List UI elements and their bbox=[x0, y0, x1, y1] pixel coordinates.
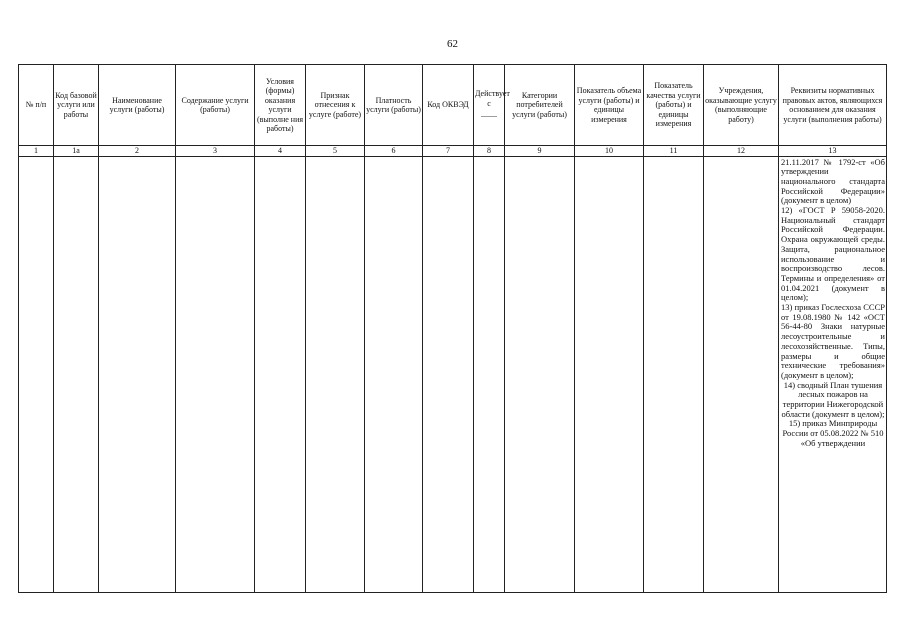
header-cell-8 bbox=[474, 65, 510, 146]
column-number: 2 bbox=[99, 146, 176, 157]
cell-empty bbox=[99, 156, 176, 592]
column-number: 7 bbox=[423, 146, 474, 157]
header-cell-4: Условия (формы) оказания услуги (выполне ния работы) bbox=[255, 65, 306, 146]
header-cell-6: Платность услуги (работы) bbox=[365, 65, 423, 146]
table-row bbox=[19, 156, 887, 592]
column-number: 9 bbox=[505, 146, 575, 157]
header-cell-2: Наименование услуги (работы) bbox=[99, 65, 176, 146]
cell-empty bbox=[255, 156, 306, 592]
legal-act-paragraph: 14) сводный План тушения лесных пожаров на территории Нижегородской области (документ в целом); bbox=[781, 379, 885, 419]
column-number: 3 bbox=[176, 146, 255, 157]
header-row bbox=[19, 65, 887, 146]
cell-empty bbox=[505, 156, 575, 592]
header-cell-1a: Код базовой услуги или работы bbox=[54, 65, 99, 146]
cell-empty bbox=[365, 156, 423, 592]
legal-acts-cell bbox=[779, 156, 887, 592]
cell-empty bbox=[474, 156, 505, 592]
legal-act-paragraph: 13) приказ Гослесхоза СССР от 19.08.1980 № 142 «ОСТ 56-44-80 Знаки натурные лесоустроительные и лесохозяйственные. Типы, размеры и общие технические требования» (документ в целом); bbox=[781, 302, 885, 380]
column-number: 13 bbox=[779, 146, 887, 157]
header-cell-8-dash: —— bbox=[481, 111, 497, 121]
header-cell-10: Показатель объема услуги (работы) и единицы измерения bbox=[575, 65, 644, 146]
cell-empty bbox=[644, 156, 704, 592]
header-cell-13: Реквизиты нормативных правовых актов, являющихся основанием для оказания услуги (выполнения работы) bbox=[779, 65, 887, 146]
column-number: 5 bbox=[306, 146, 365, 157]
services-table bbox=[18, 64, 887, 593]
cell-empty bbox=[54, 156, 99, 592]
column-number: 10 bbox=[575, 146, 644, 157]
column-number: 12 bbox=[704, 146, 779, 157]
header-cell-7: Код ОКВЭД bbox=[423, 65, 474, 146]
page-number: 62 bbox=[447, 38, 458, 50]
column-number: 4 bbox=[255, 146, 306, 157]
cell-empty bbox=[19, 156, 54, 592]
cell-empty bbox=[575, 156, 644, 592]
column-number: 6 bbox=[365, 146, 423, 157]
cell-empty bbox=[704, 156, 779, 592]
column-number: 1а bbox=[54, 146, 99, 157]
header-cell-9: Категории потребителей услуги (работы) bbox=[505, 65, 575, 146]
column-number: 1 bbox=[19, 146, 54, 157]
column-number: 11 bbox=[644, 146, 704, 157]
legal-acts-text bbox=[779, 157, 886, 592]
legal-act-paragraph: 12) «ГОСТ Р 59058-2020. Национальный стандарт Российской Федерации. Охрана окружающей среды. Защита, рациональное использование и воспроизводство лесов. Термины и определения» от 01.04.2021 (документ в целом); bbox=[781, 205, 885, 303]
header-cell-12: Учреждения, оказывающие услугу (выполняющие работу) bbox=[704, 65, 779, 146]
header-cell-8-text: Действует с bbox=[475, 89, 510, 108]
cell-empty bbox=[306, 156, 365, 592]
header-cell-1: № п/п bbox=[19, 65, 54, 146]
column-number-row bbox=[19, 146, 887, 157]
cell-empty bbox=[423, 156, 474, 592]
header-cell-11: Показатель качества услуги (работы) и единицы измерения bbox=[644, 65, 704, 146]
header-cell-5: Признак отнесения к услуге (работе) bbox=[306, 65, 365, 146]
column-number: 8 bbox=[474, 146, 505, 157]
legal-act-paragraph: 21.11.2017 № 1792-ст «Об утверждении национального стандарта Российской Федерации» (документ в целом) bbox=[781, 156, 885, 206]
header-cell-3: Содержание услуги (работы) bbox=[176, 65, 255, 146]
legal-act-paragraph: 15) приказ Минприроды России от 05.08.2022 № 510 «Об утверждении bbox=[782, 418, 884, 448]
cell-empty bbox=[176, 156, 255, 592]
